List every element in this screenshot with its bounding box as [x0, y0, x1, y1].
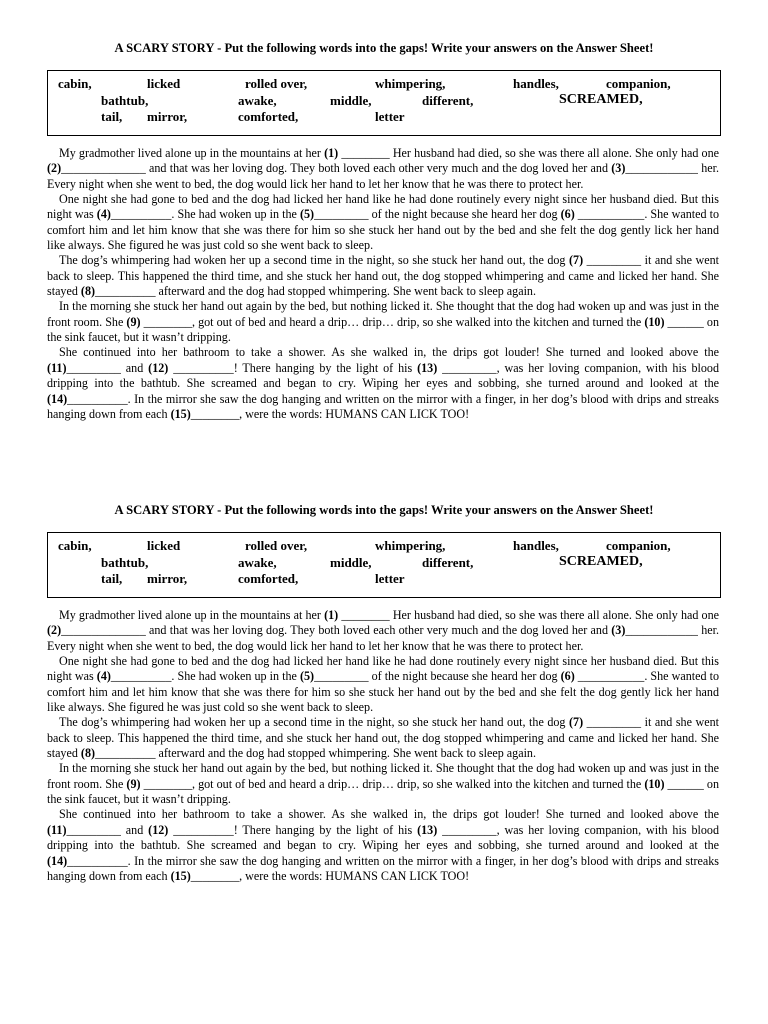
word-bank-item: licked: [147, 538, 181, 553]
gap-number: (8): [80, 284, 96, 299]
word-bank-item: middle,: [330, 555, 372, 570]
story-paragraph: In the morning she stuck her hand out again by the bed, but nothing licked it. She thought that the dog had woken up and was just in the front room. She (9) ________, got out of bed and heard a drip… drip… drip, so she walked into the kitchen and turned the (10) ______ on the sink faucet, but it wasn’t dripping.: [47, 761, 720, 807]
gap-number: (5): [299, 207, 315, 222]
gap-number: (7): [569, 715, 584, 730]
word-bank-item: SCREAMED,: [559, 92, 643, 107]
worksheet-title: A SCARY STORY - Put the following words into the gaps! Write your answers on the Answer Sheet!: [114, 41, 654, 55]
gap-number: (15): [170, 868, 191, 883]
story-paragraph: One night she had gone to bed and the dog had licked her hand like he had done routinely every night since her husband died. But this night was (4)__________. She had woken up in the (5)_________ of the night because she heard her dog (6) ___________. She wanted to comfort him and let him know that she was there for him so she stuck her hand out by the bed and she felt the dog gently lick her hand like always. She figured he was just cold so she went back to sleep.: [47, 654, 719, 715]
gap-number: (11): [47, 360, 67, 375]
word-bank-item: letter: [375, 571, 405, 586]
gap-number: (9): [126, 776, 141, 791]
word-bank-item: cabin,: [58, 76, 92, 91]
worksheet-copy-2: [0, 502, 768, 884]
story-paragraph: In the morning she stuck her hand out again by the bed, but nothing licked it. She thought that the dog had woken up and was just in the front room. She (9) ________, got out of bed and heard a drip… drip… drip, so she walked into the kitchen and turned the (10) ______ on the sink faucet, but it wasn’t dripping.: [47, 299, 720, 345]
word-bank-item: bathtub,: [101, 93, 149, 108]
word-bank-item: SCREAMED,: [559, 554, 643, 569]
word-bank: [47, 532, 721, 598]
word-bank-item: companion,: [606, 76, 671, 91]
word-bank-item: rolled over,: [245, 76, 308, 91]
gap-number: (12): [148, 360, 169, 375]
word-bank-item: handles,: [513, 538, 559, 553]
word-bank-item: bathtub,: [101, 555, 149, 570]
gap-number: (7): [569, 253, 584, 268]
word-bank-item: comforted,: [238, 571, 299, 586]
worksheet-title: A SCARY STORY - Put the following words into the gaps! Write your answers on the Answer Sheet!: [114, 503, 654, 517]
story-paragraph: The dog’s whimpering had woken her up a second time in the night, so she stuck her hand out, the dog (7) _________ it and she went back to sleep. This happened the third time, and she stuck her hand out, the dog stopped whimpering and came and licked her hand. She stayed (8)__________ afterward and the dog had stopped whimpering. She went back to sleep again.: [47, 253, 719, 299]
word-bank: [47, 70, 721, 136]
gap-number: (6): [560, 207, 575, 222]
gap-number: (1): [324, 146, 339, 160]
gap-number: (10): [644, 314, 665, 329]
gap-number: (4): [96, 207, 111, 222]
word-bank-item: different,: [422, 93, 474, 108]
gap-number: (8): [80, 746, 96, 761]
story-paragraph: The dog’s whimpering had woken her up a second time in the night, so she stuck her hand out, the dog (7) _________ it and she went back to sleep. This happened the third time, and she stuck her hand out, the dog stopped whimpering and came and licked her hand. She stayed (8)__________ afterward and the dog had stopped whimpering. She went back to sleep again.: [47, 715, 719, 761]
gap-number: (15): [170, 406, 191, 421]
gap-number: (14): [47, 853, 68, 868]
gap-number: (10): [644, 776, 665, 791]
story-paragraph: She continued into her bathroom to take a shower. As she walked in, the drips got louder! She turned and looked above the (11)_________ and (12) __________! There hanging by the light of his (13) _________, was her loving companion, with his blood dripping into the bathtub. She screamed and began to cry. Wiping her eyes and sobbing, she turned around and looked at the (14)__________. In the mirror she saw the dog hanging and written on the mirror with a finger, in her dog’s blood with drips and streaks hanging down from each (15)________, were the words: HUMANS CAN LICK TOO!: [47, 807, 719, 883]
word-bank-item: different,: [422, 555, 474, 570]
gap-number: (13): [417, 822, 438, 837]
word-bank-item: awake,: [238, 555, 277, 570]
gap-number: (9): [126, 314, 141, 329]
word-bank-item: tail,: [101, 571, 123, 586]
word-bank-item: whimpering,: [375, 76, 446, 91]
word-bank-item: awake,: [238, 93, 277, 108]
story-paragraph: My gradmother lived alone up in the mountains at her (1) ________ Her husband had died, so she was there all alone. She only had one (2)______________ and that was her loving dog. They both loved each other very much and the dog loved her and (3)____________ her. Every night when she went to bed, the dog would lick her hand to let her know that he was there to protect her.: [47, 608, 720, 653]
word-bank-item: mirror,: [147, 109, 188, 124]
word-bank-item: comforted,: [238, 109, 299, 124]
gap-number: (11): [47, 822, 67, 837]
gap-number: (1): [324, 608, 339, 622]
gap-number: (13): [417, 360, 438, 375]
word-bank-item: handles,: [513, 76, 559, 91]
word-bank-item: mirror,: [147, 571, 188, 586]
gap-number: (5): [299, 669, 315, 684]
word-bank-item: middle,: [330, 93, 372, 108]
story-text: [47, 146, 719, 422]
word-bank-item: whimpering,: [375, 538, 446, 553]
gap-number: (2): [47, 161, 62, 176]
gap-number: (2): [47, 623, 62, 638]
gap-number: (4): [96, 669, 111, 684]
word-bank-item: licked: [147, 76, 181, 91]
gap-number: (14): [47, 391, 68, 406]
gap-number: (3): [611, 161, 626, 176]
word-bank-item: companion,: [606, 538, 671, 553]
gap-number: (12): [148, 822, 169, 837]
gap-number: (6): [560, 669, 575, 684]
word-bank-item: rolled over,: [245, 538, 308, 553]
word-bank-item: cabin,: [58, 538, 92, 553]
story-paragraph: My gradmother lived alone up in the mountains at her (1) ________ Her husband had died, so she was there all alone. She only had one (2)______________ and that was her loving dog. They both loved each other very much and the dog loved her and (3)____________ her. Every night when she went to bed, the dog would lick her hand to let her know that he was there to protect her.: [47, 146, 720, 191]
word-bank-item: letter: [375, 109, 405, 124]
gap-number: (3): [611, 623, 626, 638]
story-paragraph: She continued into her bathroom to take a shower. As she walked in, the drips got louder! She turned and looked above the (11)_________ and (12) __________! There hanging by the light of his (13) _________, was her loving companion, with his blood dripping into the bathtub. She screamed and began to cry. Wiping her eyes and sobbing, she turned around and looked at the (14)__________. In the mirror she saw the dog hanging and written on the mirror with a finger, in her dog’s blood with drips and streaks hanging down from each (15)________, were the words: HUMANS CAN LICK TOO!: [47, 345, 719, 421]
story-paragraph: One night she had gone to bed and the dog had licked her hand like he had done routinely every night since her husband died. But this night was (4)__________. She had woken up in the (5)_________ of the night because she heard her dog (6) ___________. She wanted to comfort him and let him know that she was there for him so she stuck her hand out by the bed and she felt the dog gently lick her hand like always. She figured he was just cold so she went back to sleep.: [47, 192, 719, 253]
word-bank-item: tail,: [101, 109, 123, 124]
story-text: [47, 608, 719, 884]
worksheet-copy-1: [0, 40, 768, 422]
